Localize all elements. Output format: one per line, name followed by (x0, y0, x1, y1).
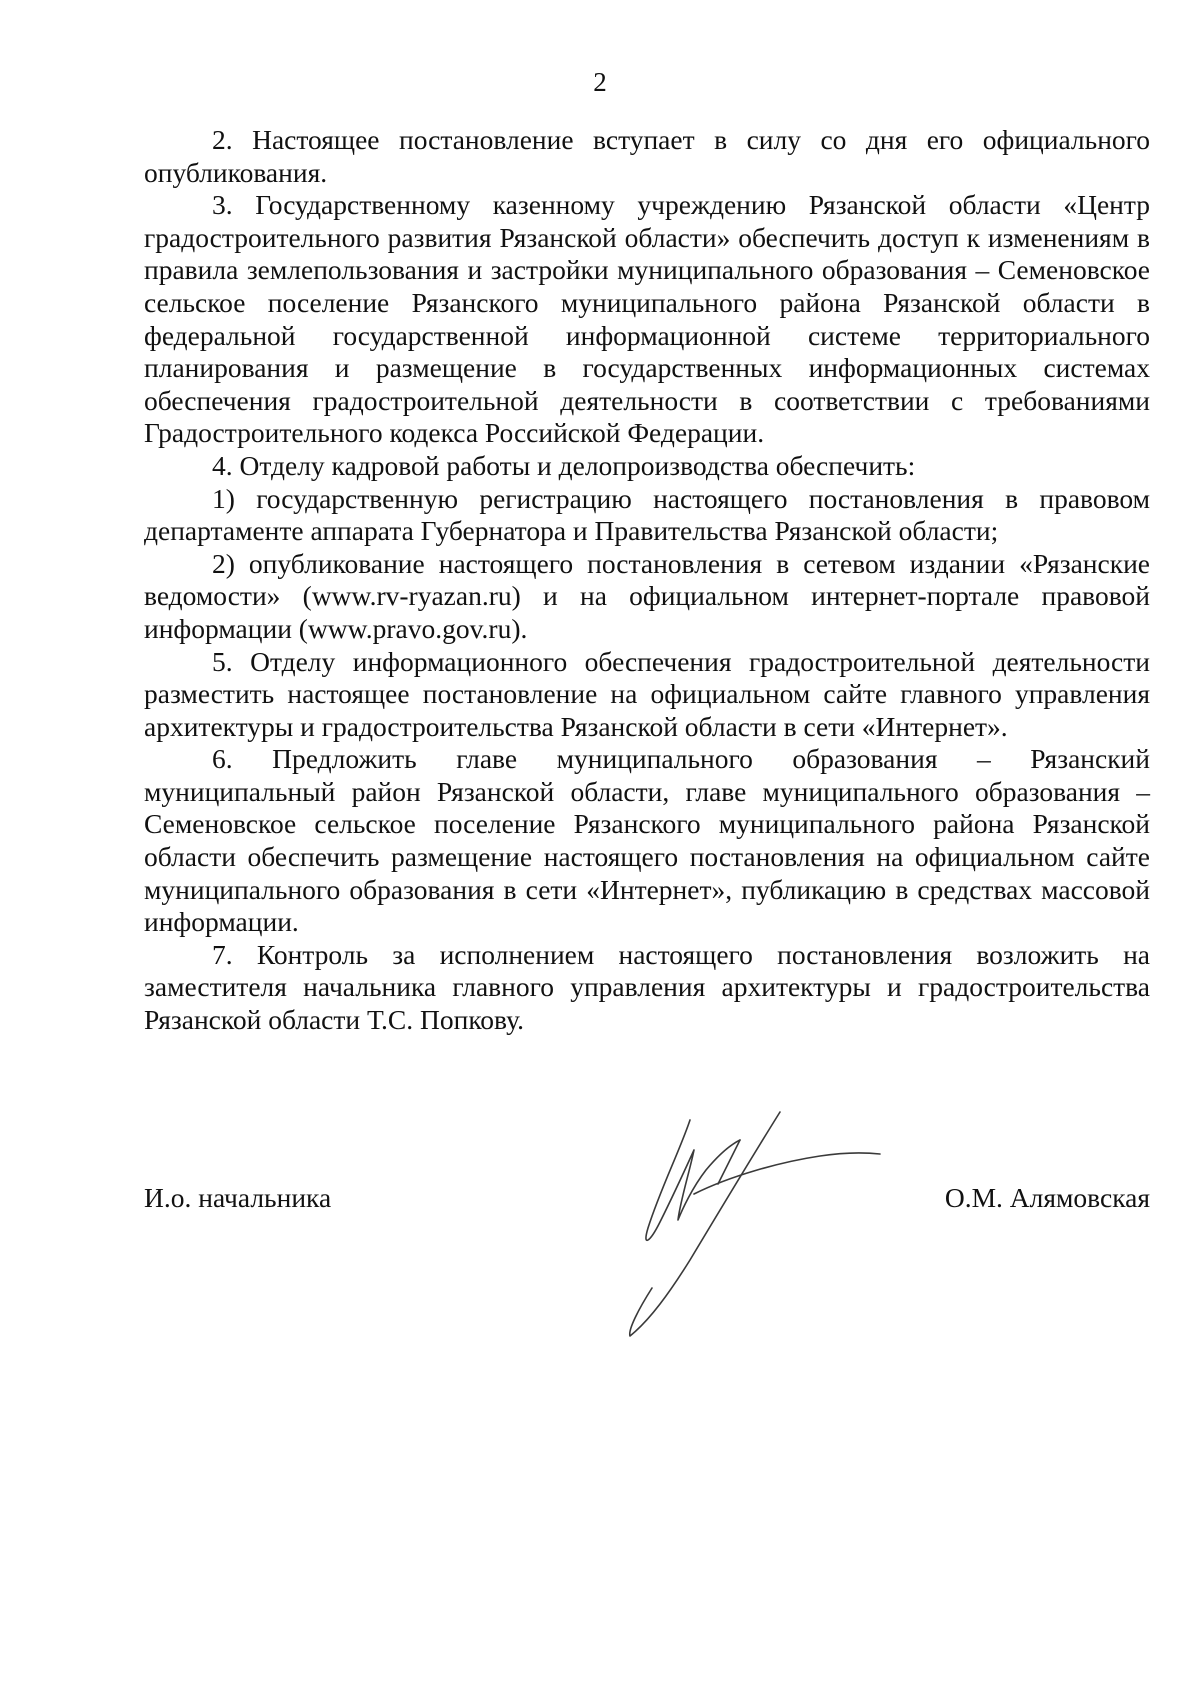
signature-block (144, 1182, 1150, 1222)
signatory-title: И.о. начальника (144, 1182, 332, 1213)
signatory-name: О.М. Алямовская (944, 1182, 1150, 1213)
document-body (144, 124, 1150, 1037)
paragraph-item-3: 3. Государственному казенному учреждению Рязанской области «Центр градостроительного развития Рязанской области» обеспечить доступ к изменениям в правила землепользования и застройки муниципального образования – Семеновское сельское поселение Рязанского муниципального района Рязанской области в федеральной государственной информационной системе территориального планирования и размещение в государственных информационных системах обеспечения градостроительной деятельности в соответствии с требованиями Градостроительного кодекса Российской Федерации. (144, 189, 1150, 449)
paragraph-item-5: 5. Отделу информационного обеспечения градостроительной деятельности разместить настоящее постановление на официальном сайте главного управления архитектуры и градостроительства Рязанской области в сети «Интернет». (144, 645, 1150, 742)
paragraph-item-6: 6. Предложить главе муниципального образования – Рязанский муниципальный район Рязанской области, главе муниципального образования – Семеновское сельское поселение Рязанского муниципального района Рязанской области обеспечить размещение настоящего постановления на официальном сайте муниципального образования в сети «Интернет», публикацию в средствах массовой информации. (144, 743, 1150, 938)
handwritten-signature (620, 1110, 900, 1340)
paragraph-item-2: 2. Настоящее постановление вступает в силу со дня его официального опубликования. (144, 124, 1150, 188)
paragraph-item-7: 7. Контроль за исполнением настоящего постановления возложить на заместителя начальника главного управления архитектуры и градостроительства Рязанской области Т.С. Попкову. (144, 938, 1150, 1036)
paragraph-item-4: 4. Отделу кадровой работы и делопроизводства обеспечить: (212, 449, 916, 481)
page-number: 2 (593, 67, 607, 97)
paragraph-subitem-2: 2) опубликование настоящего постановления в сетевом издании «Рязанские ведомости» (www.rv-ryazan.ru) и на официальном интернет-портале правовой информации (www.pravo.gov.ru). (144, 547, 1150, 644)
paragraph-subitem-1: 1) государственную регистрацию настоящего постановления в правовом департаменте аппарата Губернатора и Правительства Рязанской области; (144, 482, 1150, 547)
